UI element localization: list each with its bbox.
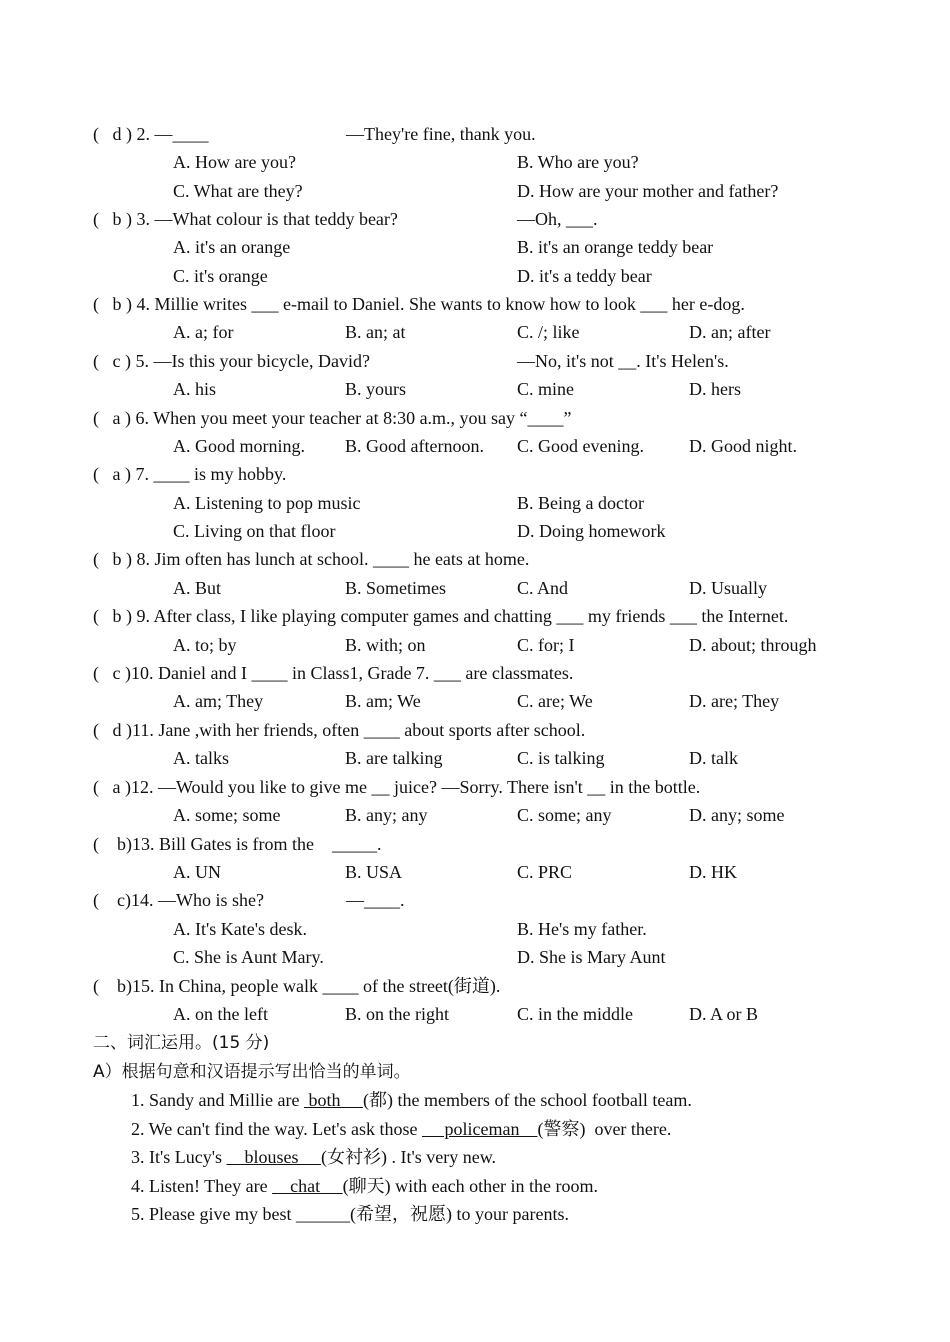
question-5 xyxy=(93,350,370,372)
question-reply: —No, it's not __. It's Helen's. xyxy=(517,351,729,371)
answer-letter: b xyxy=(112,294,122,314)
question-12 xyxy=(93,776,700,798)
option: D. Usually xyxy=(689,578,767,598)
question-text: )13. Bill Gates is from the _____. xyxy=(126,834,382,854)
option: D. HK xyxy=(689,862,737,882)
question-9 xyxy=(93,605,788,627)
question-text: )14. —Who is she? xyxy=(125,890,264,910)
vocab-item-4 xyxy=(131,1175,598,1197)
vocab-text: 3. It's Lucy's xyxy=(131,1147,227,1167)
option: B. are talking xyxy=(345,748,443,768)
vocab-text: (女衬衫) . It's very new. xyxy=(320,1147,497,1167)
question-text: )12. —Would you like to give me __ juice? —Sorry. There isn't __ in the bottle. xyxy=(125,777,701,797)
option: D. Doing homework xyxy=(517,521,666,541)
question-2 xyxy=(93,123,209,145)
option: C. for; I xyxy=(517,635,575,655)
question-text: ) 5. —Is this your bicycle, David? xyxy=(125,351,370,371)
vocab-text: 1. Sandy and Millie are xyxy=(131,1090,304,1110)
vocab-text: (警察) over there. xyxy=(537,1119,672,1139)
answer-paren: ( xyxy=(93,834,99,854)
option: C. some; any xyxy=(517,805,612,825)
option: A. talks xyxy=(173,748,229,768)
answer-paren: ( xyxy=(93,777,99,797)
answer-paren: ( xyxy=(93,124,99,144)
question-8 xyxy=(93,548,529,570)
answer-paren: ( xyxy=(93,976,99,996)
vocab-text: (都) the members of the school football team. xyxy=(362,1090,692,1110)
question-text: ) 2. —____ xyxy=(126,124,209,144)
question-15 xyxy=(93,975,500,997)
vocab-item-3 xyxy=(131,1146,496,1168)
option: C. are; We xyxy=(517,691,593,711)
question-4 xyxy=(93,293,745,315)
option: A. am; They xyxy=(173,691,264,711)
option: A. How are you? xyxy=(173,152,296,172)
question-reply: —They're fine, thank you. xyxy=(346,124,536,144)
option: A. But xyxy=(173,578,222,598)
option: A. his xyxy=(173,379,217,399)
option: D. it's a teddy bear xyxy=(517,266,652,286)
answer-paren: ( xyxy=(93,720,99,740)
option: B. an; at xyxy=(345,322,406,342)
question-text: )10. Daniel and I ____ in Class1, Grade 7. ___ are classmates. xyxy=(125,663,574,683)
option: C. And xyxy=(517,578,569,598)
option: A. Good morning. xyxy=(173,436,305,456)
question-reply: —Oh, ___. xyxy=(517,209,598,229)
option: A. it's an orange xyxy=(173,237,291,257)
option: B. USA xyxy=(345,862,403,882)
answer-letter: c xyxy=(117,890,125,910)
question-text: ) 4. Millie writes ___ e-mail to Daniel. She wants to know how to look ___ her e-dog. xyxy=(126,294,745,314)
vocab-text: (聊天) with each other in the room. xyxy=(342,1176,599,1196)
option: A. to; by xyxy=(173,635,237,655)
question-text: )11. Jane ,with her friends, often ____ about sports after school. xyxy=(126,720,586,740)
question-reply: —____. xyxy=(346,890,405,910)
section-heading: 二、词汇运用。(15 分) xyxy=(93,1033,270,1053)
question-10 xyxy=(93,662,573,684)
answer-paren: ( xyxy=(93,606,99,626)
answer-letter: d xyxy=(112,720,122,740)
option: D. any; some xyxy=(689,805,785,825)
option: D. hers xyxy=(689,379,741,399)
vocab-item-1 xyxy=(131,1089,692,1111)
option: A. some; some xyxy=(173,805,281,825)
option: C. /; like xyxy=(517,322,580,342)
option: D. Good night. xyxy=(689,436,797,456)
question-text: ) 8. Jim often has lunch at school. ____ he eats at home. xyxy=(126,549,530,569)
question-7 xyxy=(93,463,286,485)
vocab-item-5 xyxy=(131,1203,569,1225)
answer-letter: b xyxy=(117,976,126,996)
option: C. is talking xyxy=(517,748,605,768)
option: A. a; for xyxy=(173,322,234,342)
answer-letter: b xyxy=(112,606,122,626)
vocab-answer-blank: ______ xyxy=(295,1204,350,1224)
option: A. It's Kate's desk. xyxy=(173,919,307,939)
option: C. Living on that floor xyxy=(173,521,336,541)
answer-paren: ( xyxy=(93,464,99,484)
option: A. UN xyxy=(173,862,221,882)
option: B. it's an orange teddy bear xyxy=(517,237,714,257)
option: A. on the left xyxy=(173,1004,268,1024)
vocab-answer-blank: chat xyxy=(272,1176,343,1196)
option: A. Listening to pop music xyxy=(173,493,361,513)
option: D. talk xyxy=(689,748,738,768)
answer-paren: ( xyxy=(93,408,99,428)
answer-paren: ( xyxy=(93,890,99,910)
vocab-text: 4. Listen! They are xyxy=(131,1176,273,1196)
question-3 xyxy=(93,208,398,230)
option: D. about; through xyxy=(689,635,817,655)
option: B. Sometimes xyxy=(345,578,447,598)
option: C. in the middle xyxy=(517,1004,633,1024)
vocab-answer-blank: both xyxy=(303,1090,363,1110)
question-text: ) 7. ____ is my hobby. xyxy=(125,464,287,484)
answer-letter: a xyxy=(112,777,121,797)
option: C. mine xyxy=(517,379,574,399)
vocab-text: (希望，祝愿) to your parents. xyxy=(349,1204,569,1224)
option: B. with; on xyxy=(345,635,426,655)
answer-letter: c xyxy=(112,351,121,371)
question-14 xyxy=(93,889,264,911)
question-text: ) 6. When you meet your teacher at 8:30 a.m., you say “____” xyxy=(125,408,572,428)
question-text: ) 9. After class, I like playing computer games and chatting ___ my friends ___ the Internet. xyxy=(126,606,789,626)
question-6 xyxy=(93,407,572,429)
answer-letter: b xyxy=(112,549,122,569)
option: B. Who are you? xyxy=(517,152,639,172)
option: D. are; They xyxy=(689,691,780,711)
answer-paren: ( xyxy=(93,351,99,371)
option: C. What are they? xyxy=(173,181,303,201)
answer-letter: a xyxy=(112,464,121,484)
option: D. A or B xyxy=(689,1004,759,1024)
option: C. it's orange xyxy=(173,266,268,286)
answer-paren: ( xyxy=(93,549,99,569)
part-a-instruction: A）根据句意和汉语提示写出恰当的单词。 xyxy=(93,1062,411,1082)
vocab-item-2 xyxy=(131,1118,671,1140)
option: B. Being a doctor xyxy=(517,493,644,513)
vocab-text: 5. Please give my best xyxy=(131,1204,296,1224)
option: C. She is Aunt Mary. xyxy=(173,947,324,967)
question-text: )15. In China, people walk ____ of the street(街道). xyxy=(126,976,501,996)
vocab-text: 2. We can't find the way. Let's ask those xyxy=(131,1119,422,1139)
option: C. PRC xyxy=(517,862,573,882)
option: B. on the right xyxy=(345,1004,449,1024)
option: B. any; any xyxy=(345,805,428,825)
option: D. an; after xyxy=(689,322,771,342)
answer-letter: a xyxy=(112,408,121,428)
answer-letter: b xyxy=(117,834,126,854)
answer-paren: ( xyxy=(93,209,99,229)
question-text: ) 3. —What colour is that teddy bear? xyxy=(126,209,398,229)
answer-paren: ( xyxy=(93,663,99,683)
option: B. yours xyxy=(345,379,407,399)
option: D. How are your mother and father? xyxy=(517,181,779,201)
vocab-answer-blank: blouses xyxy=(226,1147,321,1167)
answer-paren: ( xyxy=(93,294,99,314)
vocab-answer-blank: policeman xyxy=(421,1119,538,1139)
answer-letter: b xyxy=(112,209,122,229)
question-13 xyxy=(93,833,381,855)
option: D. She is Mary Aunt xyxy=(517,947,666,967)
answer-letter: c xyxy=(112,663,121,683)
option: C. Good evening. xyxy=(517,436,644,456)
question-11 xyxy=(93,719,585,741)
option: B. He's my father. xyxy=(517,919,647,939)
option: B. am; We xyxy=(345,691,421,711)
answer-letter: d xyxy=(112,124,122,144)
option: B. Good afternoon. xyxy=(345,436,484,456)
